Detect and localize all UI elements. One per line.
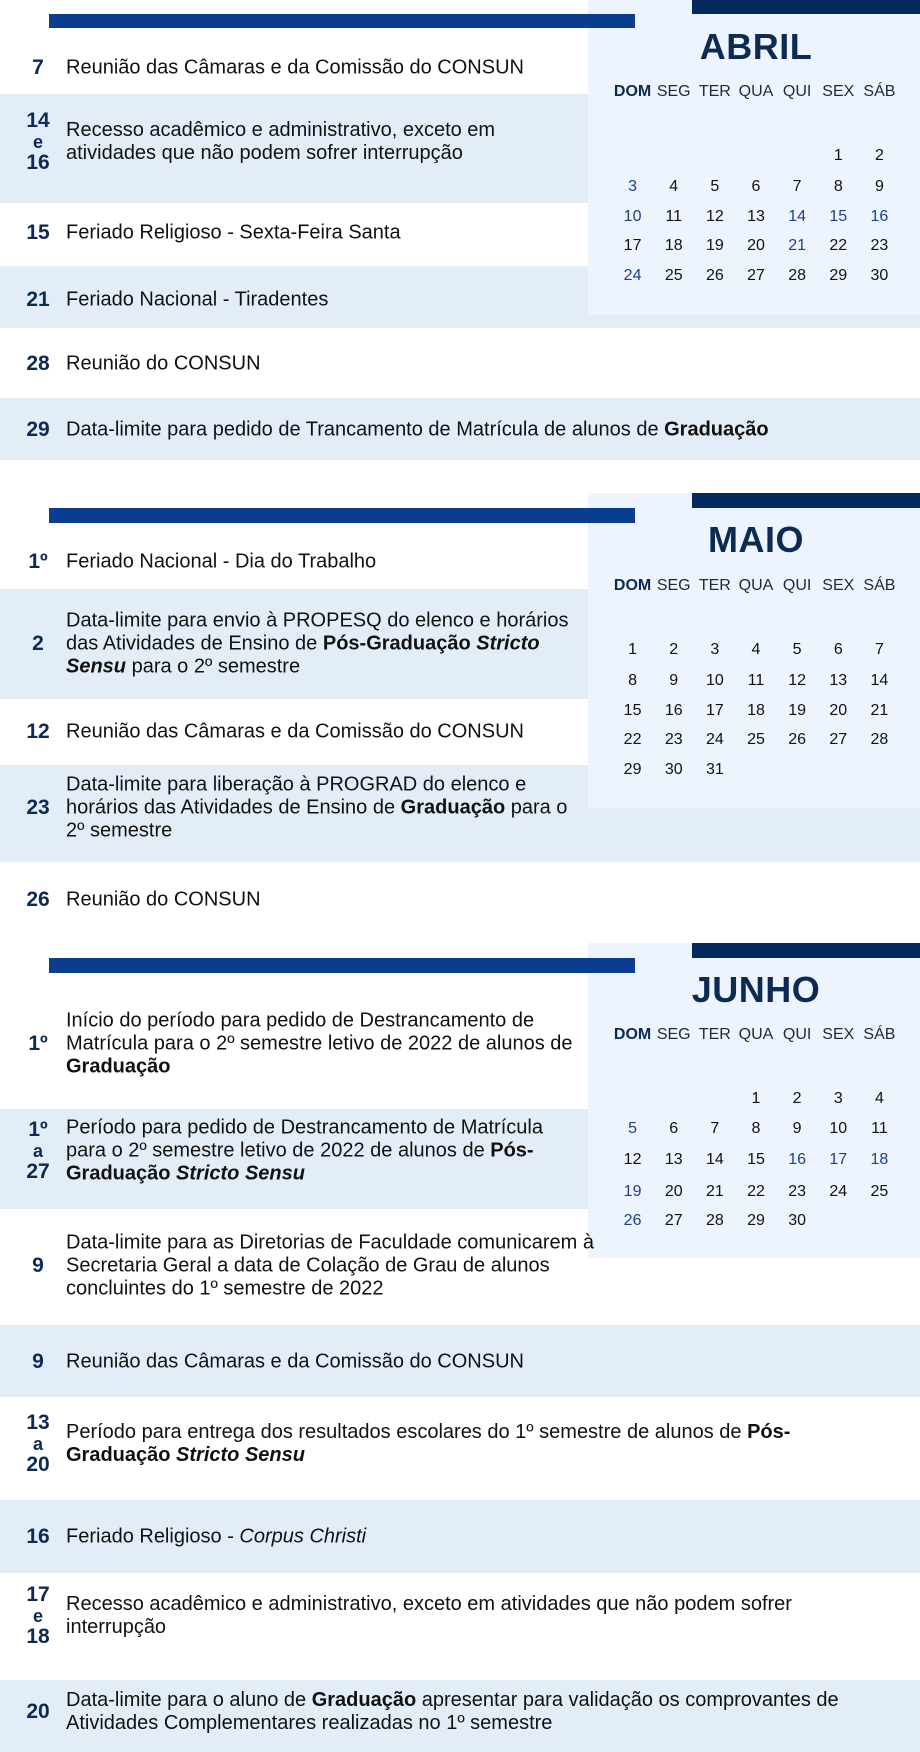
weekday: QUA <box>738 1026 774 1043</box>
calendar-day: 2 <box>669 641 679 658</box>
calendar-day: 7 <box>792 178 802 195</box>
calendar-day <box>735 147 776 165</box>
calendar-day: 3 <box>710 641 720 658</box>
calendar-day: 24 <box>705 731 724 748</box>
month-title: JUNHO <box>691 969 821 1010</box>
weekday: SEG <box>656 83 691 100</box>
calendar-day: 17 <box>623 237 642 254</box>
calendar-day <box>694 147 735 165</box>
calendar-day <box>653 1090 694 1108</box>
calendar-day: 12 <box>705 208 724 225</box>
weekday: SEX <box>822 1026 855 1043</box>
event-day-part: a <box>32 1141 43 1161</box>
calendar-day: 18 <box>870 1151 889 1168</box>
calendar-day: 9 <box>874 178 884 195</box>
text-bold: Graduação <box>66 1055 171 1078</box>
section-bar <box>49 958 635 973</box>
calendar-day: 12 <box>788 672 807 689</box>
event-day-part: 27 <box>26 1160 50 1183</box>
event-day-part: e <box>32 1606 43 1626</box>
calendar-day: 26 <box>788 731 807 748</box>
weekday: DOM <box>613 577 652 594</box>
calendar-week <box>612 1090 900 1108</box>
calendar-day: 1 <box>628 641 638 658</box>
calendar-day: 19 <box>623 1183 642 1200</box>
weekday: SEG <box>656 1026 691 1043</box>
weekday: DOM <box>613 83 652 100</box>
event-text <box>66 1117 586 1186</box>
text-bold: Pós-Graduação <box>66 1139 534 1185</box>
calendar-day: 4 <box>669 178 679 195</box>
calendar-day: 9 <box>669 672 679 689</box>
calendar-day: 11 <box>747 672 765 689</box>
calendar-day: 29 <box>623 761 642 778</box>
calendar-week <box>612 178 900 196</box>
event-day: 1º <box>28 1032 48 1055</box>
event-day-part: a <box>32 1434 43 1454</box>
calendar-day: 5 <box>710 178 720 195</box>
calendar-day: 2 <box>792 1090 802 1107</box>
weekday: DOM <box>613 1026 652 1043</box>
calendar-day: 19 <box>705 237 724 254</box>
calendar-day: 15 <box>829 208 848 225</box>
calendar-day: 8 <box>628 672 638 689</box>
calendar-day: 16 <box>788 1151 807 1168</box>
calendar-day: 6 <box>751 178 761 195</box>
event-text <box>66 419 906 442</box>
event-text <box>66 1010 586 1079</box>
calendar-day: 17 <box>705 702 724 719</box>
weekday: SEG <box>656 577 691 594</box>
weekday: QUA <box>738 83 774 100</box>
calendar-day <box>612 147 653 165</box>
weekday: SEX <box>822 577 855 594</box>
calendar-day: 28 <box>705 1212 724 1229</box>
event-day <box>10 1584 66 1648</box>
text-part: Data-limite para envio à PROPESQ do elenco e horários das Atividades de Ensino de <box>66 609 569 655</box>
calendar-day: 24 <box>829 1183 848 1200</box>
calendar-day <box>612 1090 653 1108</box>
event-day: 26 <box>26 888 50 911</box>
event-day: 20 <box>26 1700 50 1723</box>
event-day-part: 14 <box>26 109 50 132</box>
calendar-day: 23 <box>870 237 889 254</box>
calendar-day: 20 <box>829 702 848 719</box>
text-part: para o 2º semestre <box>66 796 568 842</box>
calendar-day: 29 <box>747 1212 765 1229</box>
calendar-day: 4 <box>874 1090 884 1107</box>
event-day: 21 <box>26 288 50 311</box>
section-bar <box>49 508 635 523</box>
text-part: para o 2º semestre <box>126 655 301 678</box>
event-text <box>66 610 586 679</box>
calendar-day <box>653 147 694 165</box>
calendar-week <box>612 672 900 690</box>
event-text: Recesso acadêmico e administrativo, exceto em atividades que não podem sofrer interrupção <box>66 1593 792 1638</box>
calendar-day: 10 <box>829 1120 848 1137</box>
calendar-day: 30 <box>664 761 683 778</box>
calendar-day: 29 <box>829 267 848 284</box>
weekday: SEX <box>822 83 855 100</box>
event-day: 9 <box>32 1350 44 1373</box>
text-part: Data-limite para liberação à PROGRAD do elenco e horários das Atividades de Ensino de <box>66 773 527 819</box>
event-text <box>66 774 586 843</box>
calendar-day <box>777 147 818 165</box>
text-bold-italic: Stricto Sensu <box>176 1162 305 1185</box>
calendar-week <box>612 761 900 779</box>
section-bar-accent <box>692 943 920 958</box>
event-day: 1º <box>28 550 48 573</box>
event-text: Reunião do CONSUN <box>66 888 261 911</box>
calendar-day: 12 <box>623 1151 642 1168</box>
calendar-day: 27 <box>829 731 848 748</box>
text-part: Início do período para pedido de Destrancamento de Matrícula para o 2º semestre letivo de 2022 de alunos de <box>66 1009 573 1055</box>
event-text: Recesso acadêmico e administrativo, exceto em atividades que não podem sofrer interrupção <box>66 119 496 164</box>
calendar-week <box>612 237 900 255</box>
calendar-day: 25 <box>870 1183 889 1200</box>
text-bold: Graduação <box>311 1689 417 1711</box>
month-title: ABRIL <box>699 26 813 67</box>
event-day-part: 18 <box>26 1625 50 1648</box>
calendar-day: 22 <box>829 237 848 254</box>
text-bold: Pós-Graduação <box>322 632 477 655</box>
event-day: 7 <box>32 56 44 79</box>
calendar-day: 1 <box>833 147 843 164</box>
calendar-day <box>777 761 818 779</box>
event-day <box>10 110 66 174</box>
calendar-day: 22 <box>623 731 642 748</box>
event-day <box>10 1119 66 1183</box>
text-bold-italic: Stricto Sensu <box>66 632 540 678</box>
calendar-day: 21 <box>788 237 807 254</box>
calendar-day: 23 <box>664 731 683 748</box>
calendar-day <box>859 1212 900 1230</box>
calendar-day: 27 <box>664 1212 683 1229</box>
calendar-week <box>612 1183 900 1201</box>
calendar-day: 17 <box>829 1151 848 1168</box>
calendar-day: 7 <box>710 1120 720 1137</box>
calendar-week <box>612 641 900 659</box>
calendar-week <box>612 731 900 749</box>
calendar-day: 13 <box>664 1151 683 1168</box>
calendar-day: 14 <box>870 672 889 689</box>
event-day-part: 16 <box>26 151 50 174</box>
section-bar-accent <box>692 0 920 14</box>
weekday: QUI <box>782 1026 812 1043</box>
calendar-week <box>612 1120 900 1138</box>
weekday: SÁB <box>863 1026 896 1043</box>
calendar-day: 11 <box>871 1120 888 1137</box>
event-text <box>66 1526 906 1549</box>
event-day: 29 <box>26 418 50 441</box>
calendar-day <box>859 761 900 779</box>
calendar-day: 6 <box>669 1120 679 1137</box>
event-day: 15 <box>26 221 50 244</box>
calendar-day: 22 <box>747 1183 765 1200</box>
event-day-part: 1º <box>28 1118 48 1141</box>
calendar-week <box>612 147 900 165</box>
calendar-week <box>612 1212 900 1230</box>
calendar-day: 28 <box>788 267 807 284</box>
event-text <box>66 1689 896 1735</box>
calendar-day: 20 <box>664 1183 683 1200</box>
weekday: QUI <box>782 577 812 594</box>
event-day: 23 <box>26 796 50 819</box>
calendar-day: 5 <box>628 1120 638 1137</box>
calendar-day: 18 <box>664 237 683 254</box>
event-day: 2 <box>32 632 44 655</box>
text-part: Período para entrega dos resultados escolares do 1º semestre de alunos de <box>66 1421 748 1443</box>
event-text: Feriado Religioso - Sexta-Feira Santa <box>66 221 401 244</box>
weekday: SÁB <box>863 577 896 594</box>
weekday-header <box>612 577 900 595</box>
calendar-day: 9 <box>792 1120 802 1137</box>
calendar-day: 30 <box>788 1212 807 1229</box>
calendar-day: 26 <box>705 267 724 284</box>
event-text: Feriado Nacional - Dia do Trabalho <box>66 550 377 573</box>
event-text: Reunião do CONSUN <box>66 352 261 375</box>
calendar-week <box>612 1151 900 1169</box>
calendar-day: 1 <box>751 1090 761 1107</box>
calendar-day: 6 <box>833 641 843 658</box>
event-text: Reunião das Câmaras e da Comissão do CONSUN <box>66 720 524 743</box>
event-text: Data-limite para as Diretorias de Faculdade comunicarem à Secretaria Geral a data de Colação de Grau de alunos concluintes do 1º semestre de 2022 <box>66 1231 595 1300</box>
weekday: TER <box>698 577 731 594</box>
event-text: Feriado Nacional - Tiradentes <box>66 288 329 311</box>
calendar-day: 13 <box>829 672 848 689</box>
weekday: QUI <box>782 83 812 100</box>
event-day: 28 <box>26 352 50 375</box>
event-day <box>10 1412 66 1476</box>
calendar-day <box>694 1090 735 1108</box>
calendar-day: 11 <box>665 208 683 225</box>
calendar-day: 27 <box>747 267 765 284</box>
calendar-day: 4 <box>751 641 761 658</box>
calendar-day: 20 <box>747 237 765 254</box>
calendar-day: 14 <box>705 1151 724 1168</box>
calendar-day: 10 <box>623 208 642 225</box>
text-part: Data-limite para pedido de Trancamento de Matrícula de alunos de <box>66 418 665 441</box>
event-text <box>66 1421 826 1467</box>
event-text: Reunião das Câmaras e da Comissão do CONSUN <box>66 56 524 79</box>
section-bar-accent <box>692 493 920 508</box>
calendar-day: 28 <box>870 731 889 748</box>
event-day: 9 <box>32 1254 44 1277</box>
calendar-day: 2 <box>874 147 884 164</box>
calendar-day: 18 <box>747 702 765 719</box>
calendar-day: 15 <box>623 702 642 719</box>
event-day: 12 <box>26 720 50 743</box>
calendar-day: 8 <box>833 178 843 195</box>
event-day-part: e <box>32 132 43 152</box>
calendar-day: 16 <box>664 702 683 719</box>
calendar-day: 8 <box>751 1120 761 1137</box>
section-bar <box>49 14 635 28</box>
weekday: TER <box>698 1026 731 1043</box>
text-italic: Corpus Christi <box>239 1525 367 1548</box>
weekday-header <box>612 1026 900 1044</box>
text-bold: Graduação <box>400 796 506 819</box>
calendar-day: 31 <box>705 761 724 778</box>
event-text: Reunião das Câmaras e da Comissão do CONSUN <box>66 1350 524 1373</box>
calendar-day: 19 <box>788 702 807 719</box>
event-day: 16 <box>26 1525 50 1548</box>
weekday-header <box>612 83 900 101</box>
calendar-week <box>612 702 900 720</box>
calendar-day: 25 <box>747 731 765 748</box>
event-day-part: 20 <box>26 1453 50 1476</box>
calendar-day: 16 <box>870 208 889 225</box>
event-day-part: 17 <box>26 1583 50 1606</box>
month-title: MAIO <box>708 519 804 560</box>
calendar-day: 15 <box>747 1151 765 1168</box>
text-bold-italic: Stricto Sensu <box>176 1444 305 1466</box>
calendar-day: 23 <box>788 1183 807 1200</box>
weekday: TER <box>698 83 731 100</box>
calendar-day: 30 <box>870 267 889 284</box>
text-part: Feriado Religioso - <box>66 1525 240 1548</box>
text-part: apresentar para validação os comprovantes de Atividades Complementares realizadas no 1º semestre <box>66 1689 839 1734</box>
calendar-day: 10 <box>705 672 724 689</box>
text-bold: Graduação <box>664 418 769 441</box>
calendar-day: 25 <box>664 267 683 284</box>
text-part: Data-limite para o aluno de <box>66 1689 312 1711</box>
calendar-week <box>612 267 900 285</box>
calendar-day: 13 <box>747 208 765 225</box>
calendar-day: 7 <box>874 641 884 658</box>
calendar-day: 24 <box>623 267 642 284</box>
text-bold: Pós-Graduação <box>66 1421 791 1466</box>
weekday: SÁB <box>863 83 896 100</box>
calendar-week <box>612 208 900 226</box>
weekday: QUA <box>738 577 774 594</box>
calendar-day: 3 <box>628 178 638 195</box>
calendar-day: 26 <box>623 1212 642 1229</box>
calendar-day: 21 <box>705 1183 724 1200</box>
calendar-day: 21 <box>870 702 889 719</box>
calendar-day <box>818 1212 859 1230</box>
calendar-day <box>818 761 859 779</box>
text-part: Período para pedido de Destrancamento de Matrícula para o 2º semestre letivo de 2022 de alunos de <box>66 1116 543 1162</box>
calendar-day: 14 <box>788 208 807 225</box>
calendar-day <box>735 761 776 779</box>
event-day-part: 13 <box>26 1411 50 1434</box>
calendar-day: 5 <box>792 641 802 658</box>
calendar-day: 3 <box>833 1090 843 1107</box>
